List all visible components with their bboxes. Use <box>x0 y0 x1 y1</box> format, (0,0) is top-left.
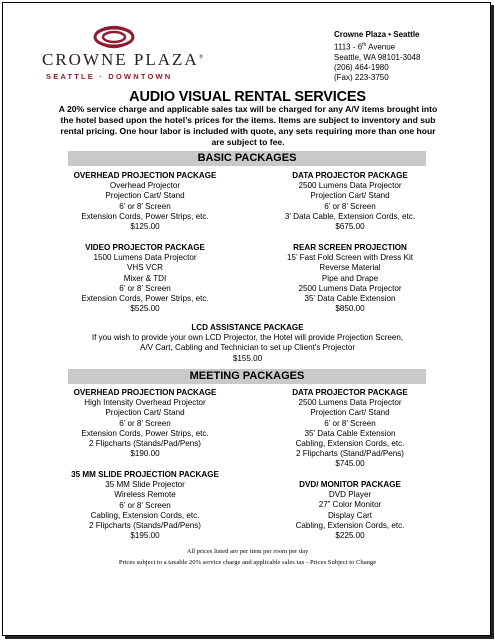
package-item: 2 Flipcharts (Stands/Pad/Pens) <box>88 521 202 531</box>
brand-tagline: SEATTLE · DOWNTOWN <box>46 72 173 81</box>
section-header-basic: BASIC PACKAGES <box>68 151 426 166</box>
package-title: 35 MM SLIDE PROJECTION PACKAGE <box>71 470 219 479</box>
package-item: 6’ or 8’ Screen <box>119 283 171 293</box>
package-block <box>245 480 455 541</box>
package-block <box>40 243 250 314</box>
package-block <box>40 470 250 541</box>
package-price: $850.00 <box>335 304 365 314</box>
package-item: Pipe and Drape <box>321 273 379 283</box>
package-item: Reverse Material <box>319 263 381 273</box>
package-item: 35’ Data Cable Extension <box>304 294 396 304</box>
package-block <box>245 171 455 232</box>
hotel-name: Crowne Plaza • Seattle <box>334 30 420 39</box>
package-item: Display Cart <box>327 510 373 520</box>
package-price: $195.00 <box>130 531 160 541</box>
package-item: Projection Cart/ Stand <box>105 191 185 201</box>
package-item: If you wish to provide your own LCD Projector, the Hotel will provide Projection Screen, <box>91 333 404 343</box>
package-title: DATA PROJECTOR PACKAGE <box>292 388 408 397</box>
package-item: VHS VCR <box>127 263 163 273</box>
package-title: LCD ASSISTANCE PACKAGE <box>191 323 304 332</box>
package-item: Extension Cords, Power Strips, etc. <box>81 428 209 438</box>
package-item: A/V Cart, Cabling and Technician to set up Client's Projector <box>139 343 356 353</box>
package-title: DVD/ MONITOR PACKAGE <box>299 480 401 489</box>
package-item: 2 Flipcharts (Stand/Pad/Pens) <box>296 449 404 459</box>
package-item: Cabling, Extension Cords, etc. <box>90 510 200 520</box>
package-item: 3’ Data Cable, Extension Cords, etc. <box>284 211 416 221</box>
street-address: 1113 - 6th Avenue <box>334 42 396 52</box>
package-item: 6’ or 8’ Screen <box>119 500 171 510</box>
city-line: Seattle, WA 98101-3048 <box>334 52 421 62</box>
package-item: Overhead Projector <box>109 181 181 191</box>
package-item: 2500 Lumens Data Projector <box>298 398 402 408</box>
package-item: 2500 Lumens Data Projector <box>298 181 402 191</box>
package-title: OVERHEAD PROJECTION PACKAGE <box>73 171 217 180</box>
package-item: 6’ or 8’ Screen <box>324 201 376 211</box>
crowne-plaza-logo <box>42 20 204 84</box>
package-item: DVD Player <box>328 490 372 500</box>
crown-emblem-icon <box>92 24 136 50</box>
section-header-meeting: MEETING PACKAGES <box>68 369 426 384</box>
phone-number: (206) 464-1980 <box>334 62 389 72</box>
package-title: OVERHEAD PROJECTION PACKAGE <box>73 388 217 397</box>
package-item: Extension Cords, Power Strips, etc. <box>81 294 209 304</box>
package-price: $125.00 <box>130 222 160 232</box>
package-block <box>0 323 495 364</box>
footer-note: All prices listed are per item per room per day <box>186 548 309 555</box>
package-item: 27” Color Monitor <box>318 500 382 510</box>
package-price: $155.00 <box>232 353 263 363</box>
intro-paragraph: A 20% service charge and applicable sales tax will be charged for any A/V items brought into the hotel based upon the hotel’s prices for the items. Items are subject to inventory and sub rental pricing. One hour labor is included with quote, any sets requiring more than one hour are subject to fee. <box>58 104 438 147</box>
package-title: REAR SCREEN PROJECTION <box>293 243 407 252</box>
page-title: AUDIO VISUAL RENTAL SERVICES <box>129 89 366 105</box>
package-item: 1500 Lumens Data Projector <box>93 253 197 263</box>
package-item: Wireless Remote <box>114 490 176 500</box>
package-price: $525.00 <box>130 304 160 314</box>
package-item: 6’ or 8’ Screen <box>119 201 171 211</box>
package-price: $190.00 <box>130 449 160 459</box>
brand-name: CROWNE PLAZA® <box>42 50 204 69</box>
footer-disclaimer: Prices subject to a taxable 20% service charge and applicable sales tax - Prices Subject to Change <box>118 559 377 566</box>
package-title: DATA PROJECTOR PACKAGE <box>292 171 408 180</box>
package-price: $225.00 <box>335 531 365 541</box>
package-title: VIDEO PROJECTOR PACKAGE <box>85 243 205 252</box>
package-block <box>40 171 250 232</box>
package-item: Projection Cart/ Stand <box>310 191 390 201</box>
package-item: Projection Cart/ Stand <box>105 408 185 418</box>
package-price: $675.00 <box>335 222 365 232</box>
package-item: High Intensity Overhead Projector <box>84 398 206 408</box>
package-item: Projection Cart/ Stand <box>310 408 390 418</box>
package-item: 6’ or 8’ Screen <box>119 418 171 428</box>
package-item: 35’ Data Cable Extension <box>304 428 396 438</box>
package-item: 2500 Lumens Data Projector <box>298 283 402 293</box>
package-block <box>245 243 455 314</box>
package-price: $745.00 <box>335 459 365 469</box>
hotel-contact <box>334 30 420 83</box>
package-block <box>40 388 250 459</box>
package-item: 15’ Fast Fold Screen with Dress Kit <box>286 253 414 263</box>
package-block <box>245 388 455 470</box>
package-item: Extension Cords, Power Strips, etc. <box>81 211 209 221</box>
package-item: 2 Flipcharts (Stands/Pad/Pens) <box>88 439 202 449</box>
package-item: 35 MM Slide Projector <box>105 480 185 490</box>
package-item: Cabling, Extension Cords, etc. <box>295 439 405 449</box>
package-item: Mixer & TDI <box>123 273 167 283</box>
package-item: Cabling, Extension Cords, etc. <box>295 520 405 530</box>
fax-number: (Fax) 223-3750 <box>334 72 389 82</box>
package-item: 6’ or 8’ Screen <box>324 418 376 428</box>
